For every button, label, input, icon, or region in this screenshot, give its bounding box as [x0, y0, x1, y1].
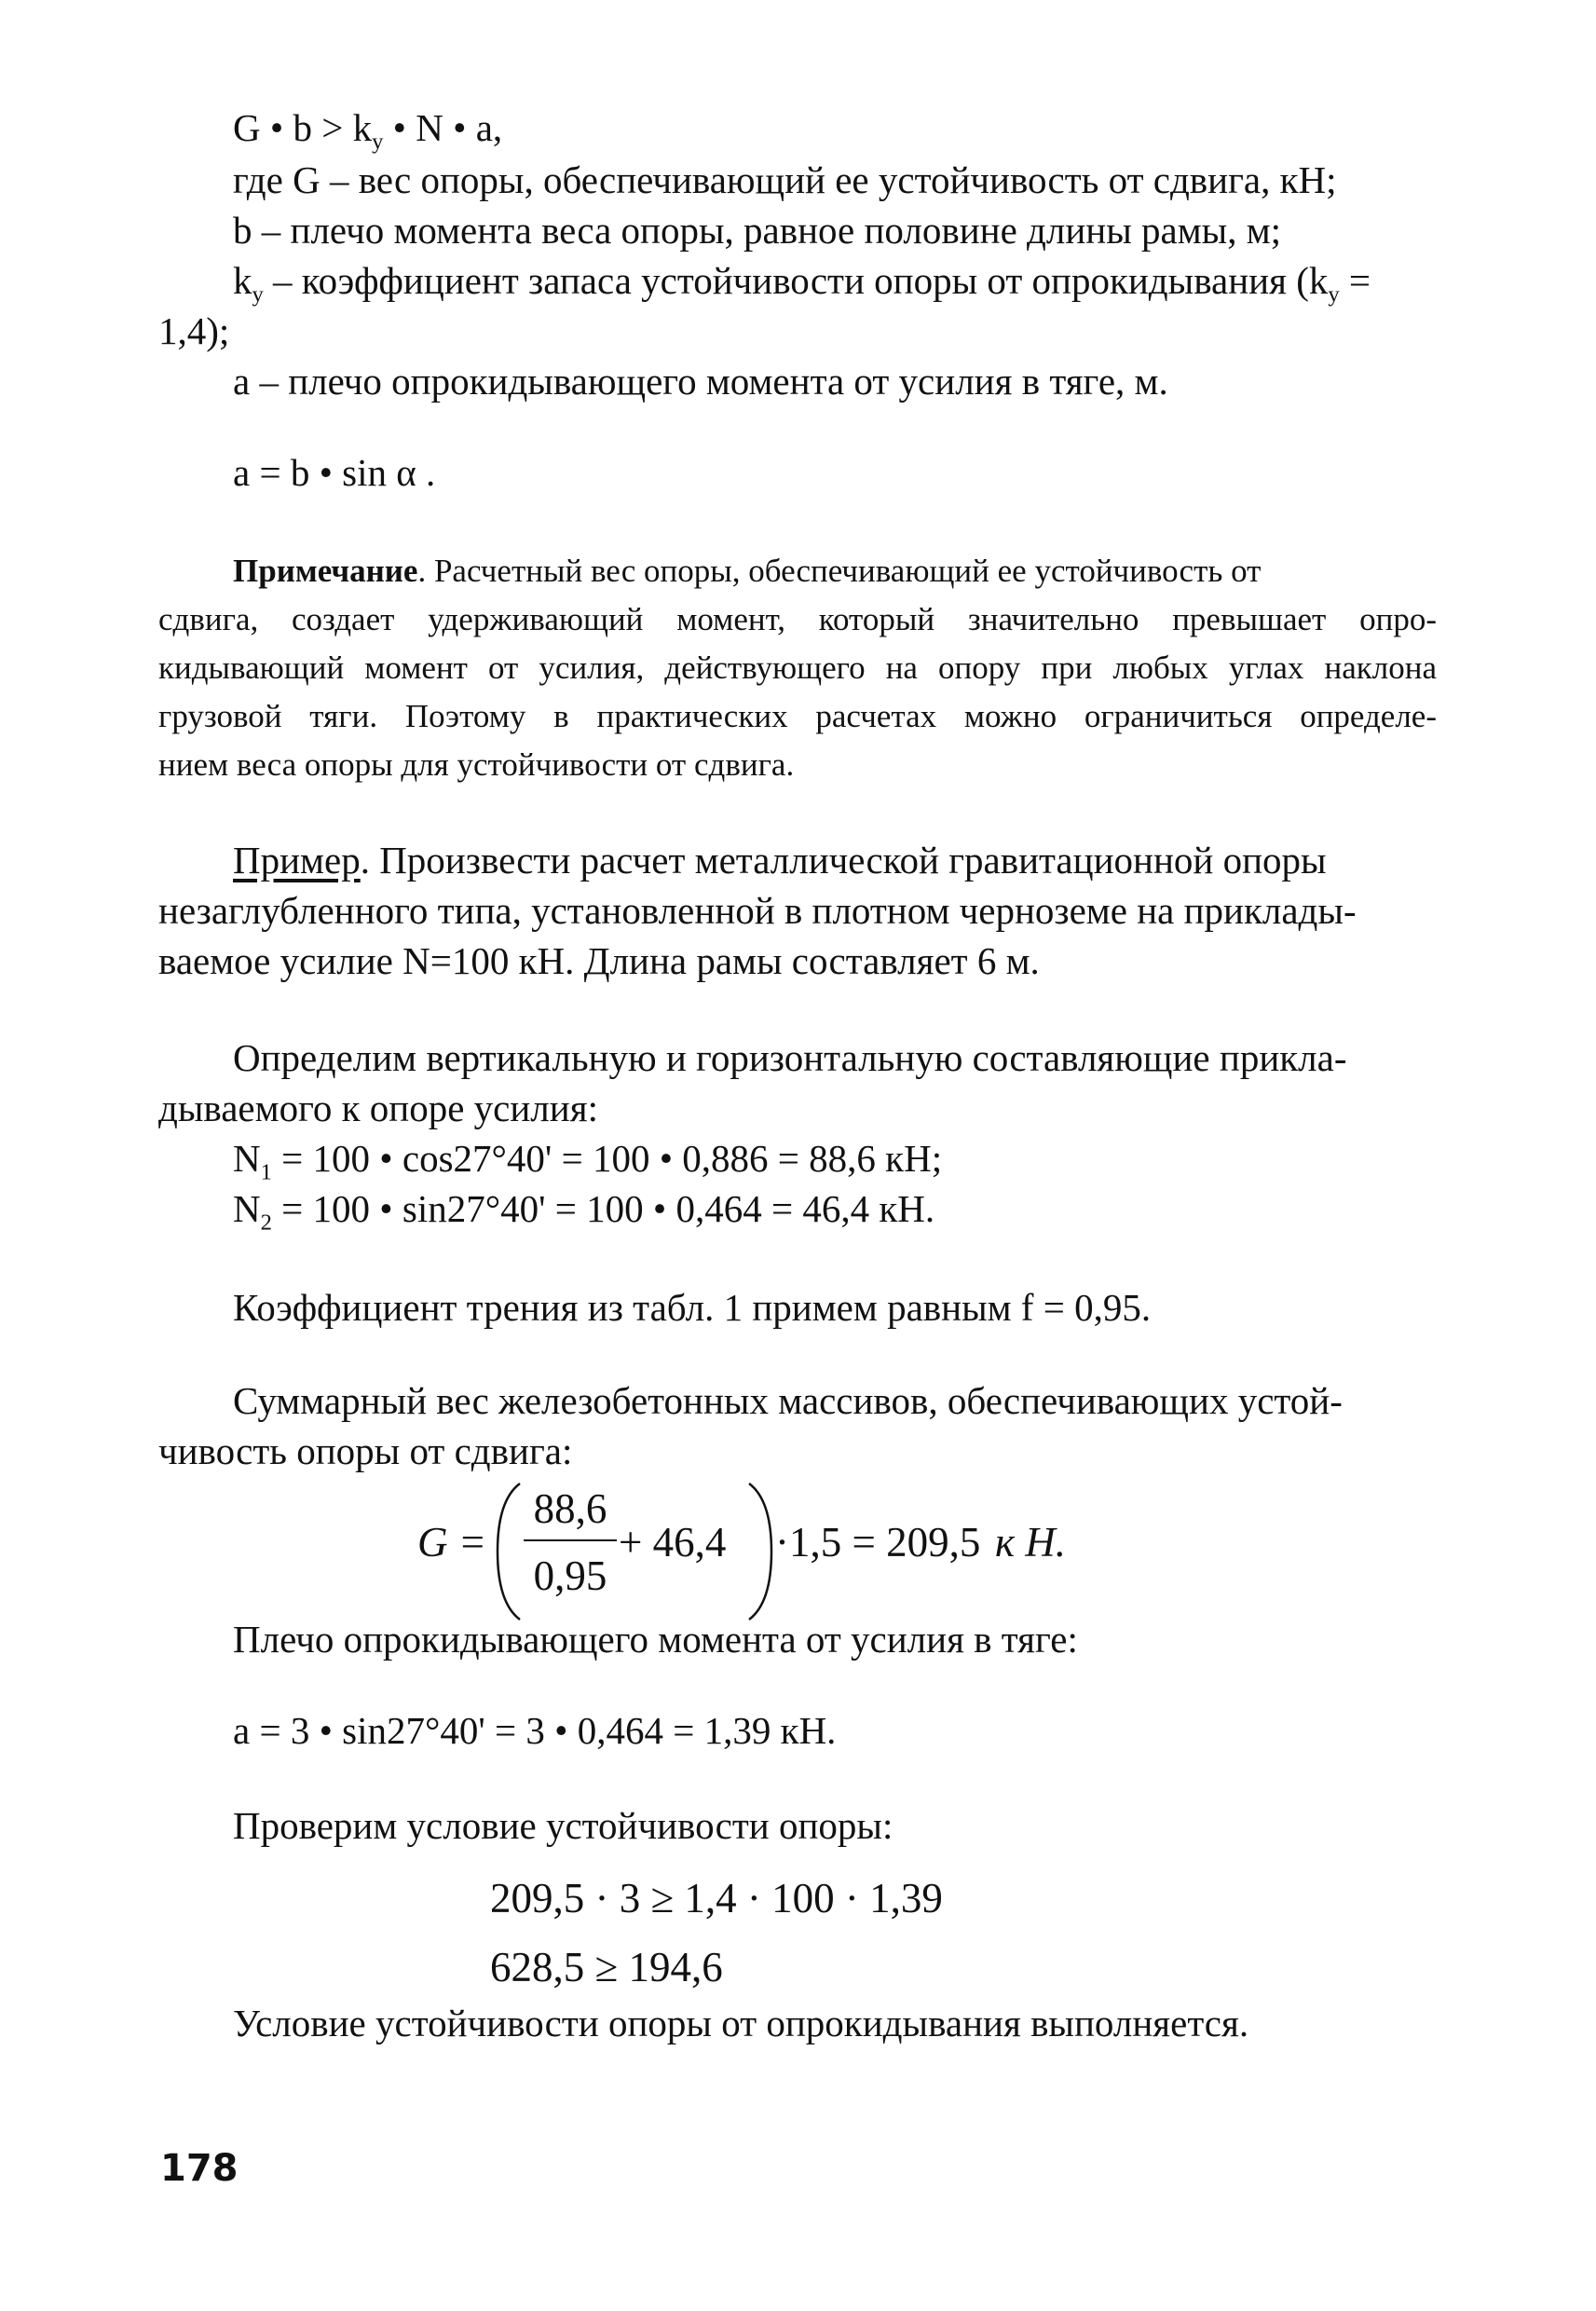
ky-symbol: k — [233, 259, 252, 302]
fraction-denominator: 0,95 — [533, 1552, 607, 1599]
weight-plus-term: + 46,4 — [619, 1519, 727, 1566]
example-line-2: незаглубленного типа, установленной в плотном черноземе на приклады- — [158, 889, 1357, 932]
ky-definition-text: – коэффициент запаса устойчивости опоры от опрокидывания (k — [263, 259, 1329, 302]
example-text-1: . Произвести расчет металлической гравитационной опоры — [360, 839, 1327, 882]
n1-rest: = 100 • cos27°40' = 100 • 0,886 = 88,6 кН; — [271, 1137, 943, 1180]
formula-g-subscript: y — [372, 129, 384, 155]
weight-result: ·1,5 = 209,5 — [775, 1519, 981, 1566]
example-line-3: ваемое усилие N=100 кН. Длина рамы составляет 6 м. — [158, 939, 1040, 982]
note-line-1 — [233, 548, 1261, 595]
formula-stability — [233, 104, 503, 155]
n2-symbol: N — [233, 1187, 261, 1230]
lever-line-1: Плечо опрокидывающего момента от усилия в тяге: — [233, 1618, 1078, 1661]
check-line-1: Проверим условие устойчивости опоры: — [233, 1804, 893, 1847]
note-line-3: кидывающий момент от усилия, действующего на опору при любых углах наклона — [158, 650, 1437, 686]
formula-g-rest: • N • a, — [383, 106, 503, 149]
weight-g-lhs: G = — [417, 1519, 487, 1566]
ky-value: 1,4); — [158, 309, 230, 352]
n2-rest: = 100 • sin27°40' = 100 • 0,464 = 46,4 кН. — [271, 1187, 935, 1230]
definition-a: a – плечо опрокидывающего момента от усилия в тяге, м. — [233, 360, 1168, 403]
page-number: 178 — [160, 2147, 239, 2190]
weight-unit: к Н. — [995, 1519, 1067, 1566]
definition-g: где G – вес опоры, обеспечивающий ее устойчивость от сдвига, кН; — [233, 158, 1337, 201]
components-line-2: дываемого к опоре усилия: — [158, 1087, 598, 1129]
example-label: Пример — [233, 839, 361, 882]
fraction-numerator: 88,6 — [533, 1485, 607, 1532]
note-line-5: нием веса опоры для устойчивости от сдвига. — [158, 746, 795, 783]
note-line-4: грузовой тяги. Поэтому в практических расчетах можно ограничиться определе- — [158, 698, 1437, 734]
note-label: Примечание — [233, 553, 418, 589]
fraction-bar — [524, 1539, 617, 1541]
friction-line: Коэффициент трения из табл. 1 примем равным f = 0,95. — [233, 1286, 1152, 1329]
inequality-2: 628,5 ≥ 194,6 — [490, 1944, 723, 1990]
n1-subscript: 1 — [260, 1159, 272, 1185]
right-parenthesis — [745, 1482, 773, 1621]
ky-subscript: y — [252, 281, 264, 308]
check-conclusion: Условие устойчивости опоры от опрокидывания выполняется. — [233, 2002, 1249, 2044]
note-text-1: . Расчетный вес опоры, обеспечивающий ее устойчивость от — [417, 553, 1262, 589]
formula-n2 — [233, 1185, 935, 1236]
definition-ky — [233, 257, 1437, 308]
ky-definition-subscript: y — [1328, 281, 1340, 308]
weight-line-2: чивость опоры от сдвига: — [158, 1429, 573, 1472]
note-line-2: сдвига, создает удерживающий момент, который значительно превышает опро- — [158, 601, 1437, 637]
n1-symbol: N — [233, 1137, 261, 1180]
formula-g-text: G • b > k — [233, 106, 373, 149]
ky-definition-end: = — [1339, 259, 1371, 302]
n2-subscript: 2 — [260, 1210, 272, 1236]
lever-formula: a = 3 • sin27°40' = 3 • 0,464 = 1,39 кН. — [233, 1709, 837, 1752]
example-line-1 — [233, 837, 1327, 883]
definition-b: b – плечо момента веса опоры, равное половине длины рамы, м; — [233, 209, 1282, 252]
inequality-1: 209,5 · 3 ≥ 1,4 · 100 · 1,39 — [490, 1875, 943, 1921]
formula-a: a = b • sin α . — [233, 451, 436, 494]
components-line-1: Определим вертикальную и горизонтальную составляющие прикла- — [233, 1036, 1347, 1079]
formula-n1 — [233, 1135, 943, 1185]
weight-line-1: Суммарный вес железобетонных массивов, обеспечивающих устой- — [233, 1379, 1343, 1422]
left-parenthesis — [496, 1482, 524, 1621]
